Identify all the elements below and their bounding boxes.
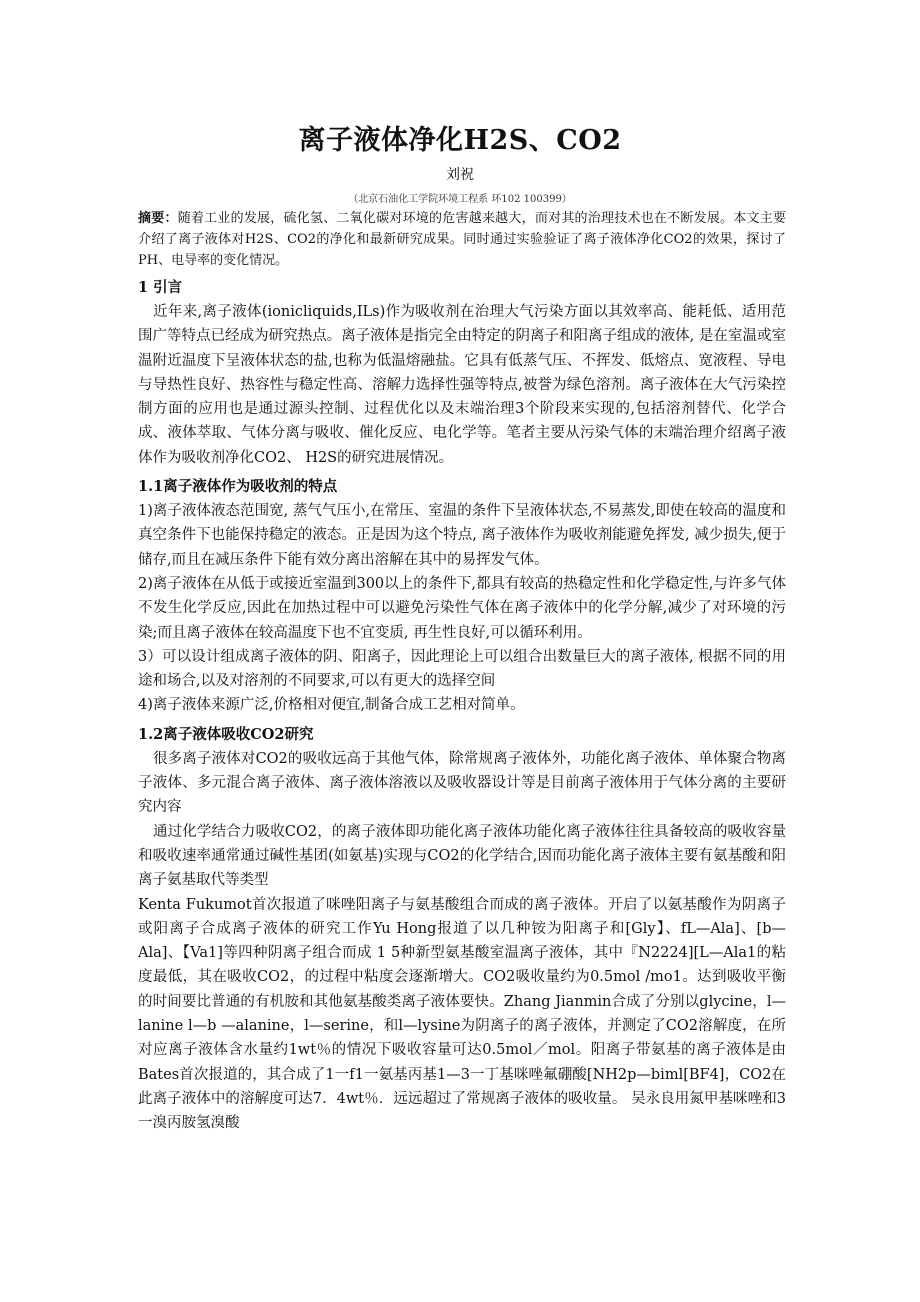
paragraph: 2)离子液体在从低于或接近室温到300以上的条件下,都具有较高的热稳定性和化学稳定性,与许多气体不发生化学反应,因此在加热过程中可以避免污染性气体在离子液体中的化学分解,减少了对环境的污染;而且离子液体在较高温度下也不宜变质, 再生性良好,可以循环利用。	[138, 575, 786, 641]
paragraph: 近年来,离子液体(ionicliquids,ILs)作为吸收剂在治理大气污染方面以其效率高、能耗低、适用范围广等特点已经成为研究热点。离子液体是指完全由特定的阴离子和阳离子组成的液体, 是在室温或室温附近温度下呈液体状态的盐,也称为低温熔融盐。它具有低蒸气压、不挥发、低熔点、宽液程、导电与导热性良好、热容性与稳定性高、溶解力选择性强等特点,被誉为绿色溶剂。离子液体在大气污染控制方面的应用也是通过源头控制、过程优化以及末端治理3个阶段来实现的,包括溶剂替代、化学合成、液体萃取、气体分离与吸收、催化反应、电化学等。笔者主要从污染气体的末端治理介绍离子液体作为吸收剂净化CO2、 H2S的研究进展情况。	[138, 304, 786, 466]
paragraph: 1)离子液体液态范围宽, 蒸气气压小,在常压、室温的条件下呈液体状态,不易蒸发,即使在较高的温度和真空条件下也能保持稳定的液态。正是因为这个特点, 离子液体作为吸收剂能避免挥发, 减少损失,便于储存,而且在减压条件下能有效分离出溶解在其中的易挥发气体。	[138, 503, 786, 568]
abstract-label: 摘要：	[138, 211, 178, 226]
author-affiliation: （北京石油化工学院环境工程系 环102 100399）	[348, 194, 572, 205]
paper-title: 离子液体净化H2S、CO2	[298, 125, 622, 156]
paper-body	[138, 208, 786, 1136]
abstract-text: 随着工业的发展，硫化氢、二氧化碳对环境的危害越来越大，而对其的治理技术也在不断发展。本文主要介绍了离子液体对H2S、CO2的净化和最新研究成果。同时通过实验验证了离子液体净化CO2的效果，探讨了PH、电导率的变化情况。	[138, 211, 786, 268]
paragraph: 通过化学结合力吸收CO2，的离子液体即功能化离子液体功能化离子液体往往具备较高的吸收容量和吸收速率通常通过碱性基团(如氨基)实现与CO2的化学结合,因而功能化离子液体主要有氨基酸和阳离子氨基取代等类型	[138, 823, 786, 889]
section-heading: 1.1离子液体作为吸收剂的特点	[138, 478, 338, 496]
author-name: 刘祝	[446, 167, 474, 183]
abstract	[138, 208, 786, 271]
paragraph: 3）可以设计组成离子液体的阴、阳离子，因此理论上可以组合出数量巨大的离子液体, 根据不同的用途和场合,以及对溶剂的不同要求,可以有更大的选择空间	[138, 648, 786, 690]
section-heading: 1 引言	[138, 279, 183, 296]
paragraph: 很多离子液体对CO2的吸收远高于其他气体，除常规离子液体外，功能化离子液体、单体聚合物离子液体、多元混合离子液体、离子液体溶液以及吸收器设计等是目前离子液体用于气体分离的主要研究内容	[138, 750, 786, 816]
section-heading: 1.2离子液体吸收CO2研究	[138, 725, 314, 743]
paragraph: Kenta Fukumot首次报道了咪唑阳离子与氨基酸组合而成的离子液体。开启了以氨基酸作为阴离子或阳离子合成离子液体的研究工作Yu Hong报道了以几种铵为阳离子和[Gly】、fL—Ala]、[b—Ala]、【Va1]等四种阴离子组合而成 1 5种新型氨基酸室温离子液体，其中『N2224][L—Ala1的粘度最低，其在吸收CO2，的过程中粘度会逐渐增大。CO2吸收量约为0.5mol /mo1。达到吸收平衡的时间要比普通的有机胺和其他氨基酸类离子液体要快。Zhang Jianmin合成了分别以glycine，l—lanine l—b —alanine，l—serine，和l—lysine为阴离子的离子液体，并测定了CO2溶解度，在所对应离子液体含水量约1wt％的情况下吸收容量可达0.5mol／mol。阳离子带氨基的离子液体是由Bates首次报道的，其合成了1一f1一氨基丙基1—3一丁基咪唑氟硼酸[NH2p—biml[BF4]，CO2在此离子液体中的溶解度可达7．4wt％．远远超过了常规离子液体的吸收量。 吴永良用氮甲基咪唑和3一溴丙胺氢溴酸	[138, 896, 786, 1132]
paragraph: 4)离子液体来源广泛,价格相对便宜,制备合成工艺相对简单。	[138, 697, 525, 714]
